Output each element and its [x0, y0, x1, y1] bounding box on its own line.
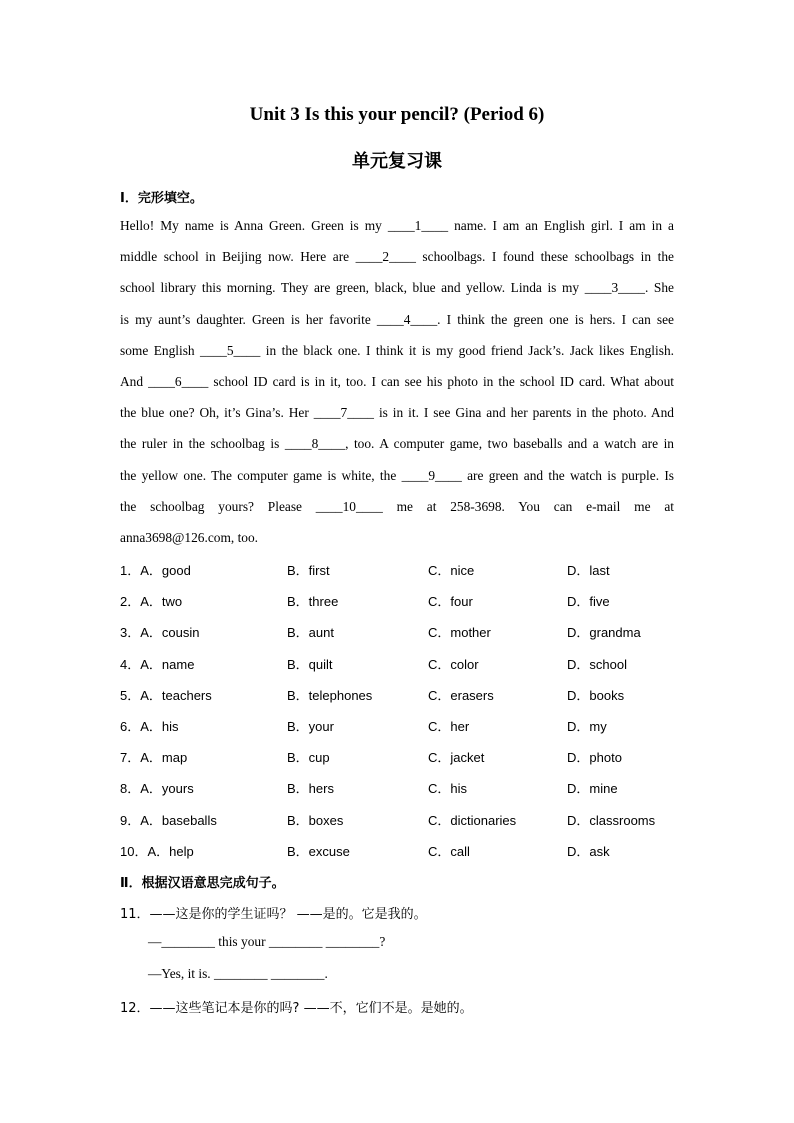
option-row [120, 773, 680, 804]
option-c: C．four [428, 594, 473, 610]
passage-line: middle school in Beijing now. Here are ____2____ schoolbags. I found these schoolbags in the [120, 249, 674, 265]
option-a: 6．A．his [120, 718, 179, 734]
option-b: B．first [287, 563, 330, 578]
option-row [120, 742, 680, 773]
option-row [120, 711, 680, 742]
option-b: B．hers [287, 781, 334, 797]
option-a: 3．A．cousin [120, 625, 200, 641]
option-a: 8．A．yours [120, 781, 194, 797]
option-row [120, 586, 680, 617]
option-b: B．excuse [287, 843, 350, 859]
option-c: C．her [428, 718, 470, 734]
option-d: D．school [567, 656, 627, 672]
option-d: D．classrooms [567, 812, 656, 828]
option-row [120, 805, 680, 836]
option-c: C．color [428, 656, 479, 672]
passage-line: school library this morning. They are green, black, blue and yellow. Linda is my ____3____. She [120, 280, 674, 296]
option-b: B．boxes [287, 812, 344, 828]
question-11-line-1: —________ this your ________ ________? [148, 934, 386, 949]
question-11-prompt: 11．——这是你的学生证吗？ ——是的。它是我的。 [120, 907, 427, 922]
option-b: B．three [287, 594, 339, 610]
option-a: 5．A．teachers [120, 687, 212, 703]
passage-line: the ruler in the schoolbag is ____8____, too. A computer game, two baseballs and a watch are in [120, 436, 674, 452]
option-d: D．books [567, 687, 625, 703]
option-a: 2．A．two [120, 594, 183, 610]
passage-line: And ____6____ school ID card is in it, too. I can see his photo in the school ID card. What about [120, 373, 674, 389]
passage-line: Hello! My name is Anna Green. Green is my ____1____ name. I am an English girl. I am in a [120, 218, 674, 233]
passage-line: the yellow one. The computer game is white, the ____9____ are green and the watch is purple. Is [120, 467, 674, 483]
option-c: C．his [428, 781, 468, 797]
option-row [120, 680, 680, 711]
option-d: D．my [567, 718, 607, 734]
option-a: 4．A．name [120, 656, 195, 672]
option-d: D．mine [567, 781, 618, 797]
option-d: D．last [567, 563, 610, 578]
option-row [120, 617, 680, 648]
passage-line: the blue one? Oh, it’s Gina’s. Her ____7____ is in it. I see Gina and her parents in the photo. And [120, 405, 674, 421]
option-c: C．erasers [428, 687, 494, 703]
option-d: D．five [567, 594, 610, 610]
option-a: 10．A．help [120, 843, 194, 859]
option-b: B．cup [287, 750, 330, 766]
option-d: D．photo [567, 750, 622, 766]
option-d: D．ask [567, 843, 610, 859]
option-row [120, 836, 680, 867]
cloze-passage [120, 210, 674, 553]
option-row [120, 649, 680, 680]
option-a: 9．A．baseballs [120, 812, 217, 828]
passage-line: some English ____5____ in the black one. I think it is my good friend Jack’s. Jack likes English. [120, 342, 674, 358]
option-c: C．nice [428, 563, 475, 578]
answer-options [120, 555, 680, 867]
option-a: 1．A．good [120, 563, 191, 578]
passage-line: the schoolbag yours? Please ____10____ me at 258-3698. You can e-mail me at [120, 498, 674, 514]
passage-line: is my aunt’s daughter. Green is her favorite ____4____. I think the green one is hers. I can see [120, 311, 674, 327]
page-subtitle: 单元复习课 [352, 151, 442, 172]
section-heading-cloze: Ⅰ．完形填空。 [120, 191, 203, 206]
option-c: C．mother [428, 625, 491, 641]
page-title: Unit 3 Is this your pencil? (Period 6) [249, 104, 545, 125]
option-b: B．telephones [287, 687, 373, 703]
option-d: D．grandma [567, 625, 641, 641]
option-b: B．quilt [287, 656, 333, 672]
option-row [120, 555, 680, 586]
question-12-prompt: 12．——这些笔记本是你的吗? ——不，它们不是。是她的。 [120, 1001, 473, 1016]
passage-line: anna3698@126.com, too. [120, 529, 259, 545]
option-c: C．dictionaries [428, 812, 517, 828]
option-b: B．your [287, 718, 334, 734]
section-heading-translation: Ⅱ．根据汉语意思完成句子。 [120, 876, 285, 891]
option-c: C．jacket [428, 750, 485, 766]
option-b: B．aunt [287, 625, 334, 641]
option-a: 7．A．map [120, 750, 188, 766]
option-c: C．call [428, 843, 470, 859]
question-11-line-2: —Yes, it is. ________ ________. [148, 966, 328, 981]
